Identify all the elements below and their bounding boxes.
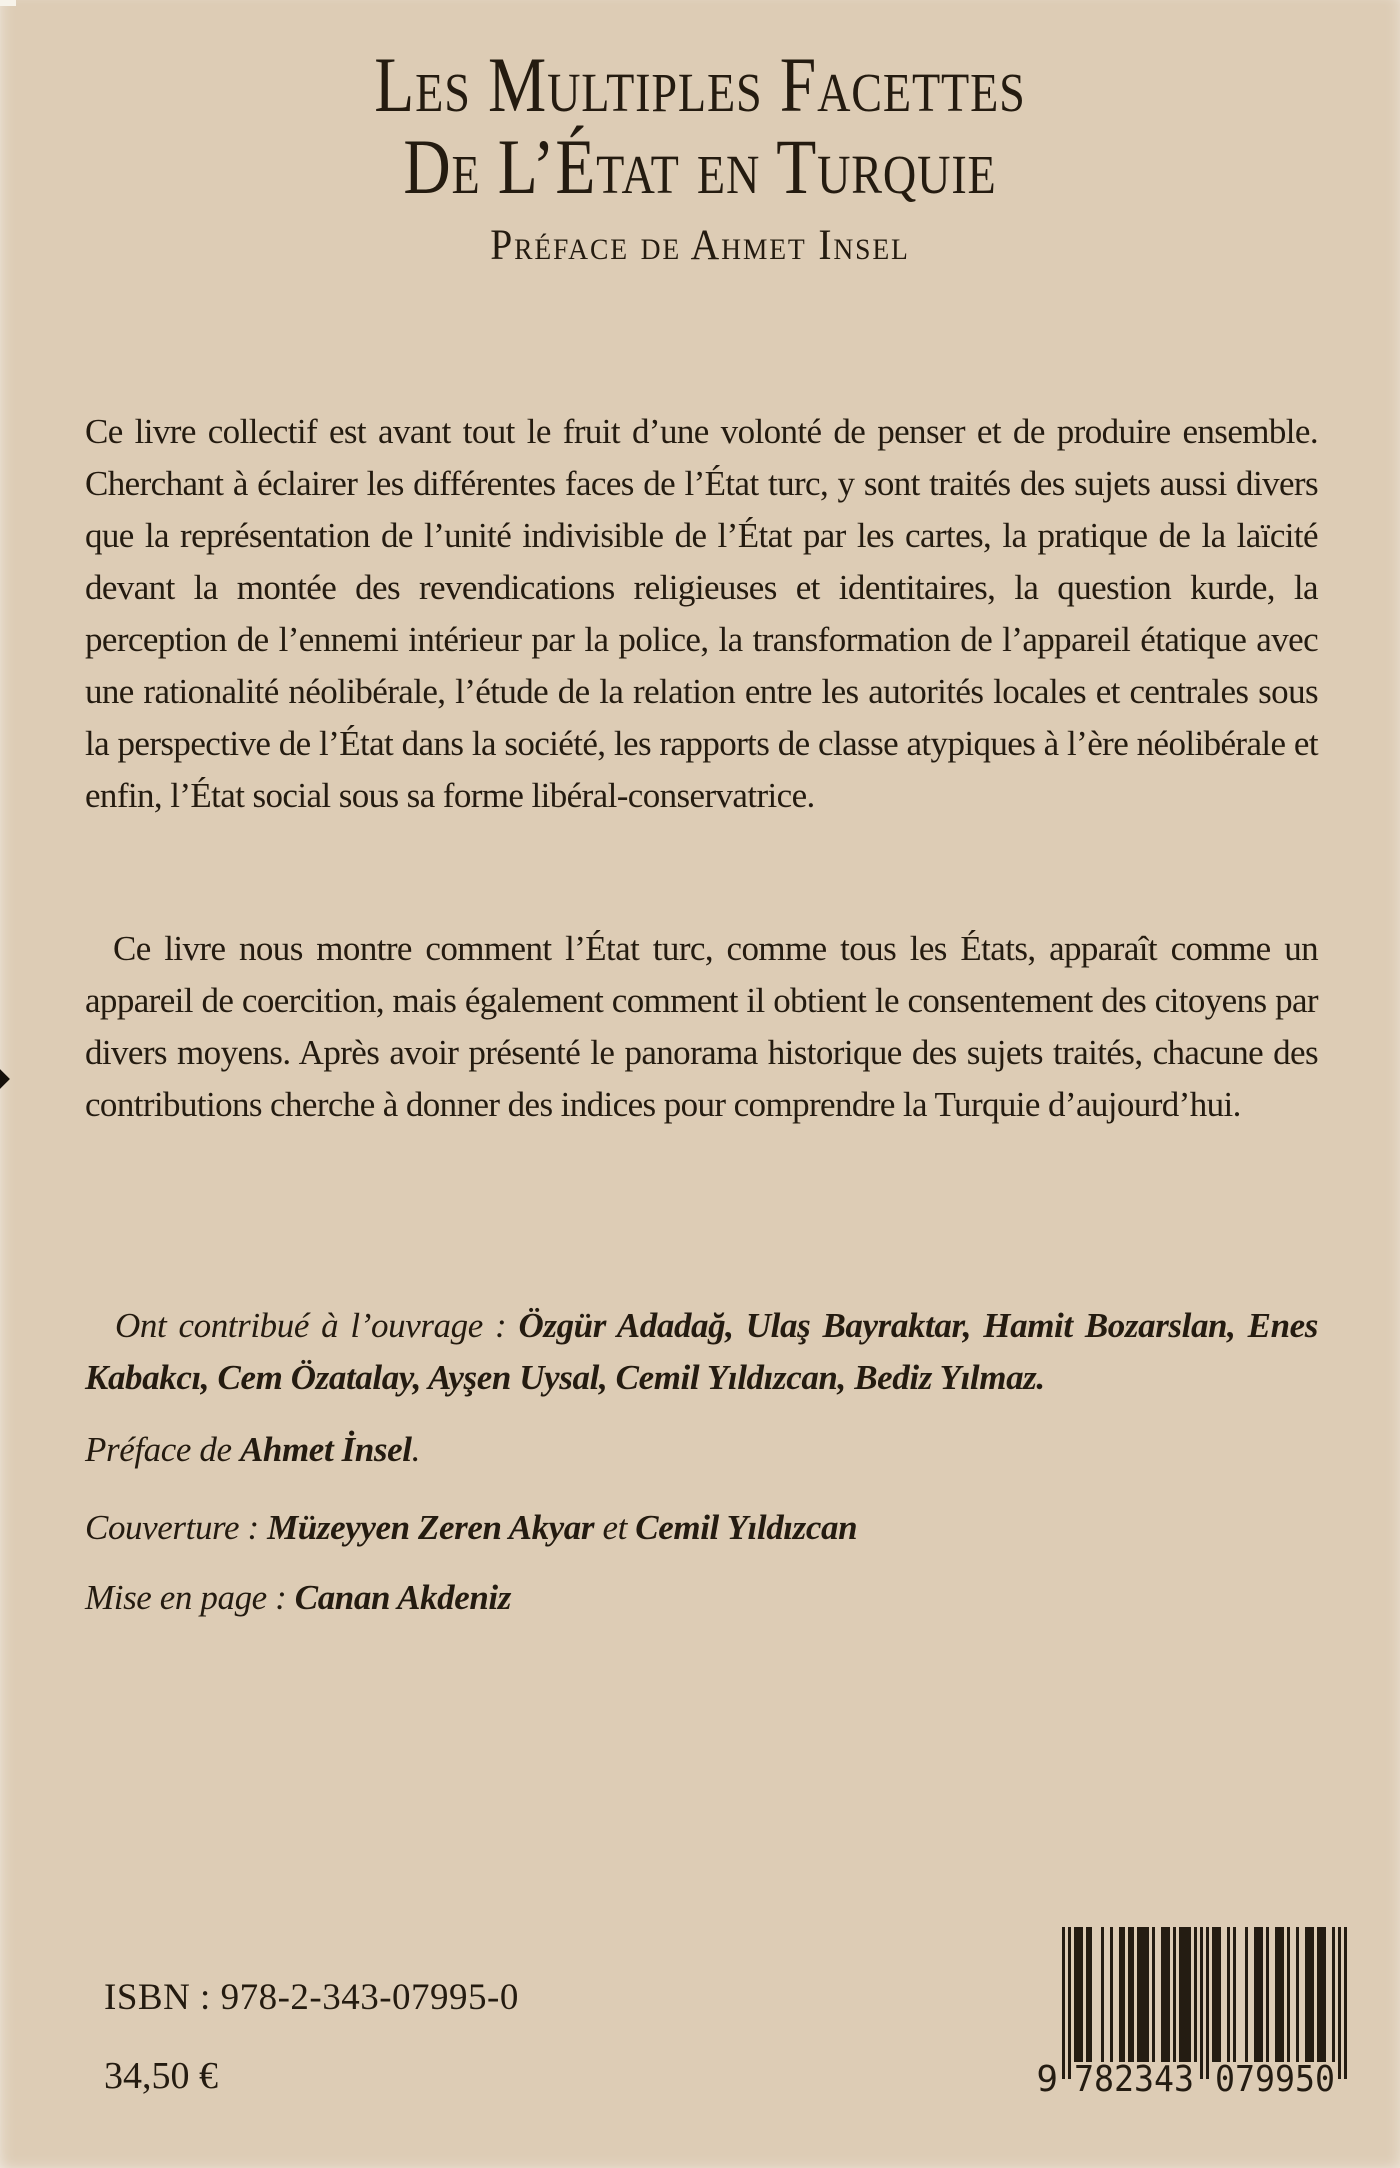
preface-credit-line (85, 1424, 1318, 1476)
layout-credit-name: Canan Akdeniz (294, 1578, 511, 1617)
contributors-line (85, 1300, 1318, 1404)
title-preface-note: Préface de Ahmet Insel (490, 222, 910, 269)
price-text: 34,50 € (104, 2055, 218, 2097)
scan-edge-mark (0, 1069, 10, 1089)
scan-corner-notch (0, 0, 16, 6)
cover-credit-line (85, 1502, 1318, 1554)
isbn-text: ISBN : 978-2-343-07995-0 (104, 1977, 519, 2018)
synopsis-paragraph-1: Ce livre collectif est avant tout le fruit d’une volonté de penser et de produire ensemble. Cherchant à éclairer les différentes faces de l’État turc, y sont traités des sujets aussi divers que la représentation de l’unité indivisible de l’État par les cartes, la pratique de la laïcité devant la montée des revendications religieuses et identitaires, la question kurde, la perception de l’ennemi intérieur par la police, la transformation de l’appareil étatique avec une rationalité néolibérale, l’étude de la relation entre les autorités locales et centrales sous la perspective de l’État dans la société, les rapports de classe atypiques à l’ère néolibérale et enfin, l’État social sous sa forme libéral-conservatrice. (85, 412, 1318, 815)
barcode-bars (1062, 1927, 1347, 2079)
preface-credit-period: . (411, 1430, 420, 1469)
book-title (0, 41, 1400, 210)
preface-credit-name: Ahmet İnsel (239, 1430, 412, 1469)
ean13-barcode (1032, 1927, 1354, 2099)
barcode-digits-group-2: 079950 (1215, 2059, 1335, 2099)
synopsis-paragraph-2: Ce livre nous montre comment l’État turc, comme tous les États, apparaît comme un appareil de coercition, mais également comment il obtient le consentement des citoyens par divers moyens. Après avoir présenté le panorama historique des sujets traités, chacune des contributions cherche à donner des indices pour comprendre la Turquie d’aujourd’hui. (85, 929, 1318, 1124)
book-title-line-2: De L’État en Turquie (403, 123, 997, 210)
cover-credit-name-1: Müzeyyen Zeren Akyar (267, 1508, 595, 1547)
book-title-line-1: Les Multiples Facettes (374, 41, 1026, 128)
cover-credit-name-2: Cemil Yıldızcan (635, 1508, 858, 1547)
cover-credit-label: Couverture : (85, 1508, 268, 1547)
cover-credit-conjunction: et (594, 1508, 636, 1547)
barcode-digit-first: 9 (1036, 2059, 1058, 2099)
layout-credit-label: Mise en page : (85, 1578, 295, 1617)
contributors-label: Ont contribué à l’ouvrage : (115, 1306, 519, 1345)
barcode-digits-group-1: 782343 (1074, 2059, 1194, 2099)
preface-credit-label: Préface de (85, 1430, 240, 1469)
title-block (0, 41, 1400, 270)
layout-credit-line (85, 1572, 1318, 1624)
contributors-names: Özgür Adadağ, Ulaş Bayraktar, Hamit Bozarslan, Enes Kabakcı, Cem Özatalay, Ayşen Uysal, Cemil Yıldızcan, Bediz Yılmaz. (85, 1306, 1318, 1397)
